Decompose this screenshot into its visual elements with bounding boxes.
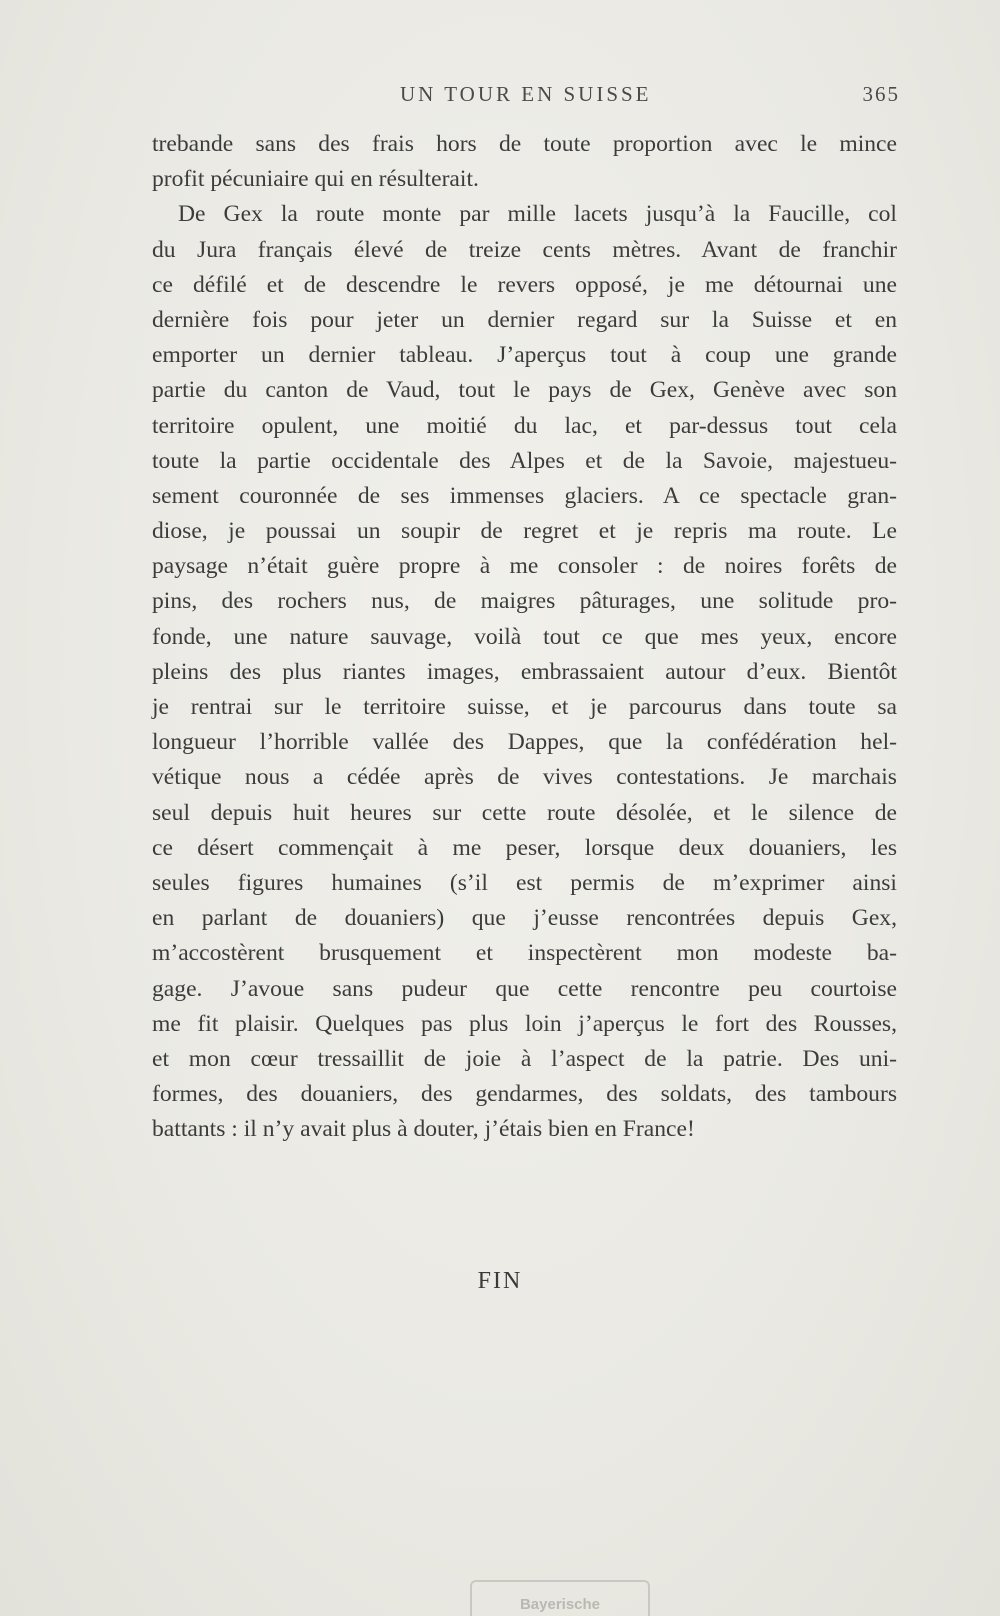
running-head bbox=[150, 82, 900, 112]
text-line: paysage n’était guère propre à me consoler : de noires forêts de bbox=[152, 553, 897, 580]
library-stamp bbox=[470, 1580, 650, 1616]
end-marker: FIN bbox=[477, 1268, 523, 1294]
text-line: et mon cœur tressaillit de joie à l’aspect de la patrie. Des uni- bbox=[152, 1045, 897, 1072]
text-line: dernière fois pour jeter un dernier regard sur la Suisse et en bbox=[152, 306, 897, 333]
text-line: je rentrai sur le territoire suisse, et je parcourus dans toute sa bbox=[152, 694, 897, 720]
text-line: diose, je poussai un soupir de regret et je repris ma route. Le bbox=[152, 518, 897, 545]
text-line: territoire opulent, une moitié du lac, et par-dessus tout cela bbox=[152, 412, 897, 439]
text-line: emporter un dernier tableau. J’aperçus tout à coup une grande bbox=[152, 342, 897, 369]
text-line: pleins des plus riantes images, embrassaient autour d’eux. Bientôt bbox=[152, 658, 897, 685]
page-number: 365 bbox=[862, 82, 900, 106]
text-line: De Gex la route monte par mille lacets jusqu’à la Faucille, col bbox=[178, 201, 897, 228]
body-text bbox=[152, 127, 897, 1147]
text-line: m’accostèrent brusquement et inspectèrent mon modeste ba- bbox=[152, 940, 897, 967]
text-line: profit pécuniaire qui en résulterait. bbox=[152, 166, 479, 193]
text-line: ce désert commençait à me peser, lorsque deux douaniers, les bbox=[152, 834, 897, 861]
text-line: pins, des rochers nus, de maigres pâturages, une solitude pro- bbox=[152, 588, 897, 615]
text-line: longueur l’horrible vallée des Dappes, que la confédération hel- bbox=[152, 729, 897, 756]
text-line: battants : il n’y avait plus à douter, j’étais bien en France! bbox=[152, 1116, 695, 1143]
text-line: gage. J’avoue sans pudeur que cette rencontre peu courtoise bbox=[152, 975, 897, 1002]
text-line: formes, des douaniers, des gendarmes, des soldats, des tambours bbox=[152, 1081, 897, 1108]
library-stamp-text: Bayerische bbox=[519, 1596, 601, 1613]
text-line: seules figures humaines (s’il est permis de m’exprimer ainsi bbox=[152, 869, 897, 896]
text-line: toute la partie occidentale des Alpes et de la Savoie, majestueu- bbox=[152, 447, 897, 474]
text-line: sement couronnée de ses immenses glaciers. A ce spectacle gran- bbox=[152, 482, 897, 509]
text-line: partie du canton de Vaud, tout le pays de Gex, Genève avec son bbox=[152, 377, 897, 404]
text-line: trebande sans des frais hors de toute proportion avec le mince bbox=[152, 131, 897, 157]
text-line: me fit plaisir. Quelques pas plus loin j’aperçus le fort des Rousses, bbox=[152, 1010, 897, 1037]
text-line: vétique nous a cédée après de vives contestations. Je marchais bbox=[152, 764, 897, 791]
text-line: du Jura français élevé de treize cents mètres. Avant de franchir bbox=[152, 236, 897, 263]
text-line: en parlant de douaniers) que j’eusse rencontrées depuis Gex, bbox=[152, 905, 897, 932]
text-line: ce défilé et de descendre le revers opposé, je me détournai une bbox=[152, 271, 897, 298]
text-line: seul depuis huit heures sur cette route désolée, et le silence de bbox=[152, 799, 897, 826]
running-title: UN TOUR EN SUISSE bbox=[400, 82, 652, 106]
text-line: fonde, une nature sauvage, voilà tout ce que mes yeux, encore bbox=[152, 623, 897, 650]
